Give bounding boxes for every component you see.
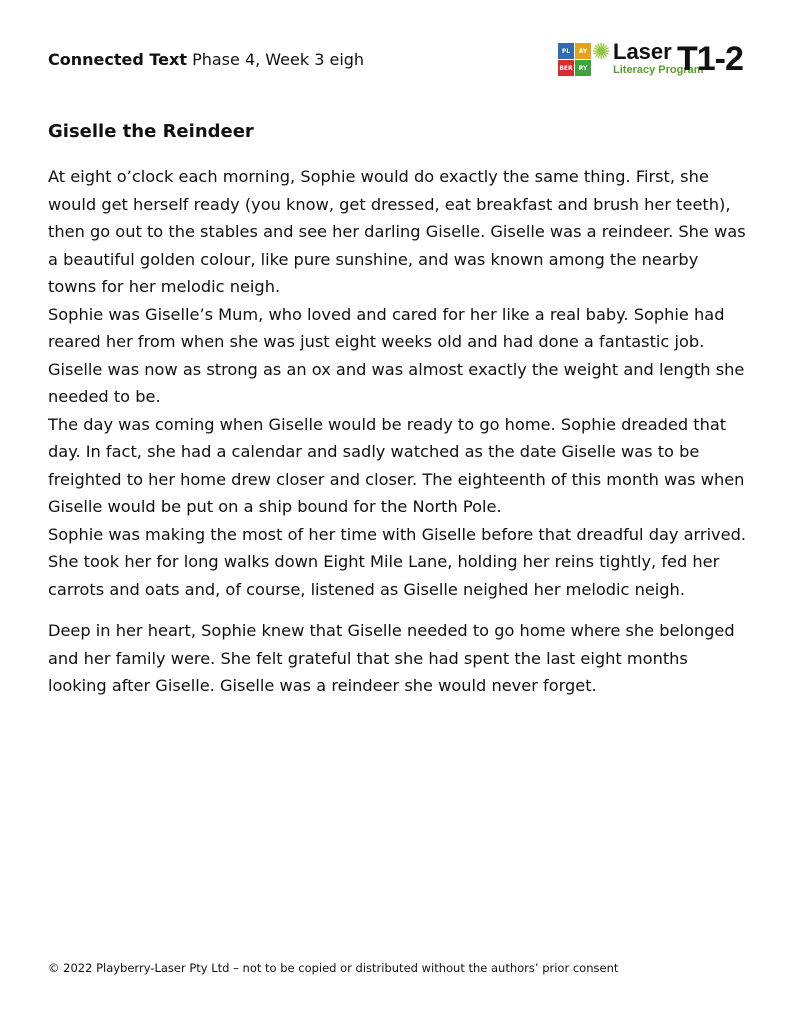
- tile-ry: RY: [575, 60, 591, 76]
- sunburst-icon: ✺: [592, 40, 611, 65]
- story-paragraph: At eight o’clock each morning, Sophie would do exactly the same thing. First, she would get herself ready (you know, get dressed, eat breakfast and brush her teeth), then go out to the stables and see her darling Giselle. Giselle was a reindeer. She was a beautiful golden colour, like pure sunshine, and was known among the nearby towns for her melodic neigh.: [48, 167, 746, 296]
- story-paragraph: Sophie was making the most of her time with Giselle before that dreadful day arrived. She took her for long walks down Eight Mile Lane, holding her reins tightly, fed her carrots and oats and, of course, listened as Giselle neighed her melodic neigh.: [48, 524, 747, 599]
- laser-logo: [558, 40, 748, 80]
- tile-ay: AY: [575, 43, 591, 59]
- story-paragraph: Sophie was Giselle’s Mum, who loved and cared for her like a real baby. Sophie had reared her from when she was just eight weeks old and had done a fantastic job. Giselle was now as strong as an ox and was almost exactly the weight and length she needed to be.: [48, 304, 745, 406]
- logo-brand: Laser: [613, 39, 672, 64]
- story-title: Giselle the Reindeer: [48, 121, 254, 142]
- logo-program: Literacy Program: [613, 64, 704, 76]
- logo-level: T1-2: [677, 40, 743, 78]
- tile-ber: BER: [558, 60, 574, 76]
- worksheet-header: [48, 50, 364, 69]
- copyright-footer: © 2022 Playberry-Laser Pty Ltd – not to be copied or distributed without the authors’ prior consent: [48, 961, 619, 975]
- story-paragraph: The day was coming when Giselle would be ready to go home. Sophie dreaded that day. In fact, she had a calendar and sadly watched as the date Giselle was to be freighted to her home drew closer and closer. The eighteenth of this month was when Giselle would be put on a ship bound for the North Pole.: [48, 414, 745, 516]
- playberry-tiles-icon: [558, 43, 592, 77]
- header-phase-week: Phase 4, Week 3 eigh: [192, 50, 365, 69]
- story-body: [48, 163, 748, 700]
- tile-pl: PL: [558, 43, 574, 59]
- story-paragraph: Deep in her heart, Sophie knew that Giselle needed to go home where she belonged and her family were. She felt grateful that she had spent the last eight months looking after Giselle. Giselle was a reindeer she would never forget.: [48, 621, 735, 695]
- header-bold-label: Connected Text: [48, 50, 187, 69]
